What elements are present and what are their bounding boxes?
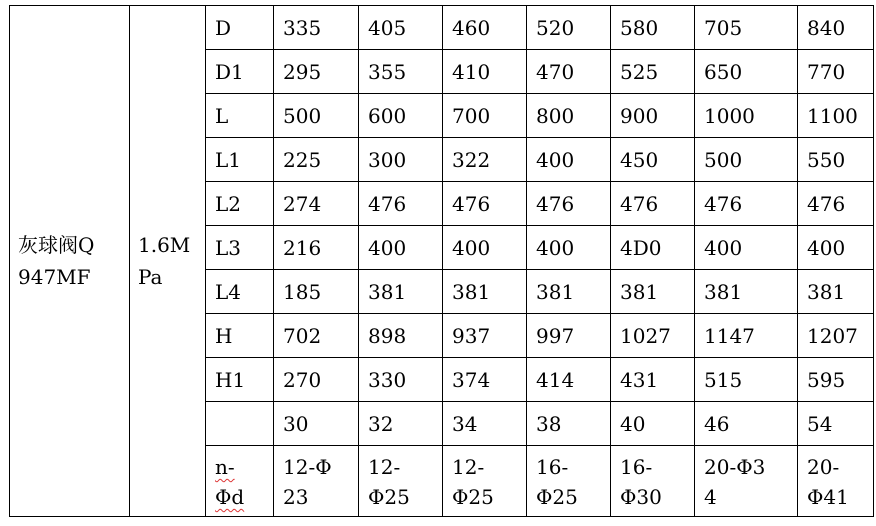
value-cell: 225 bbox=[274, 138, 359, 182]
bolt-value-line1: 12-Φ bbox=[283, 455, 332, 479]
value-cell: 40 bbox=[611, 402, 695, 446]
pressure-cell bbox=[130, 6, 206, 517]
row-label-cell: H1 bbox=[206, 358, 274, 402]
value-cell: 274 bbox=[274, 182, 359, 226]
value-cell: 374 bbox=[443, 358, 527, 402]
value-cell: 1100 bbox=[798, 94, 874, 138]
value-cell: 550 bbox=[798, 138, 874, 182]
value-cell: 30 bbox=[274, 402, 359, 446]
value-cell: 295 bbox=[274, 50, 359, 94]
value-cell: 1207 bbox=[798, 314, 874, 358]
value-cell: 410 bbox=[443, 50, 527, 94]
value-cell: 1147 bbox=[695, 314, 798, 358]
value-cell: 595 bbox=[798, 358, 874, 402]
value-cell: 800 bbox=[527, 94, 611, 138]
value-cell: 381 bbox=[611, 270, 695, 314]
value-cell: 431 bbox=[611, 358, 695, 402]
bolt-label-cell bbox=[206, 446, 274, 517]
row-label-cell: H bbox=[206, 314, 274, 358]
value-cell: 381 bbox=[359, 270, 443, 314]
value-cell: 1027 bbox=[611, 314, 695, 358]
value-cell: 476 bbox=[798, 182, 874, 226]
value-cell: 400 bbox=[695, 226, 798, 270]
value-cell: 702 bbox=[274, 314, 359, 358]
bolt-value-cell bbox=[443, 446, 527, 517]
value-cell: 580 bbox=[611, 6, 695, 50]
bolt-value-line1: 12- bbox=[368, 455, 401, 479]
value-cell: 450 bbox=[611, 138, 695, 182]
row-label-cell: L1 bbox=[206, 138, 274, 182]
row-label-cell: L bbox=[206, 94, 274, 138]
value-cell: 500 bbox=[274, 94, 359, 138]
bolt-value-line1: 20-Φ3 bbox=[704, 455, 766, 479]
value-cell: 400 bbox=[359, 226, 443, 270]
value-cell: 470 bbox=[527, 50, 611, 94]
row-label-cell: L2 bbox=[206, 182, 274, 226]
value-cell: 1000 bbox=[695, 94, 798, 138]
valve-name-line2: 947MF bbox=[18, 265, 91, 289]
row-label-cell: D1 bbox=[206, 50, 274, 94]
value-cell: 997 bbox=[527, 314, 611, 358]
value-cell: 476 bbox=[443, 182, 527, 226]
value-cell: 460 bbox=[443, 6, 527, 50]
bolt-value-line2: 4 bbox=[704, 485, 717, 509]
row-label-cell bbox=[206, 402, 274, 446]
bolt-value-cell bbox=[359, 446, 443, 517]
value-cell: 900 bbox=[611, 94, 695, 138]
value-cell: 381 bbox=[798, 270, 874, 314]
table-row bbox=[10, 6, 874, 50]
value-cell: 840 bbox=[798, 6, 874, 50]
bolt-label-line1: n- bbox=[215, 455, 235, 479]
value-cell: 216 bbox=[274, 226, 359, 270]
value-cell: 476 bbox=[611, 182, 695, 226]
row-label-cell: L4 bbox=[206, 270, 274, 314]
value-cell: 381 bbox=[443, 270, 527, 314]
bolt-value-line1: 12- bbox=[452, 455, 485, 479]
value-cell: 4D0 bbox=[611, 226, 695, 270]
bolt-value-cell bbox=[274, 446, 359, 517]
pressure-line1: 1.6M bbox=[138, 233, 191, 257]
value-cell: 650 bbox=[695, 50, 798, 94]
value-cell: 520 bbox=[527, 6, 611, 50]
bolt-value-cell bbox=[527, 446, 611, 517]
value-cell: 515 bbox=[695, 358, 798, 402]
value-cell: 400 bbox=[798, 226, 874, 270]
value-cell: 898 bbox=[359, 314, 443, 358]
bolt-label-line2: Φd bbox=[215, 485, 245, 509]
bolt-value-line2: Φ30 bbox=[620, 485, 662, 509]
bolt-value-line2: Φ41 bbox=[807, 485, 849, 509]
value-cell: 381 bbox=[527, 270, 611, 314]
value-cell: 32 bbox=[359, 402, 443, 446]
value-cell: 937 bbox=[443, 314, 527, 358]
value-cell: 300 bbox=[359, 138, 443, 182]
row-label-cell: L3 bbox=[206, 226, 274, 270]
value-cell: 700 bbox=[443, 94, 527, 138]
bolt-value-line2: Φ25 bbox=[452, 485, 494, 509]
value-cell: 34 bbox=[443, 402, 527, 446]
value-cell: 770 bbox=[798, 50, 874, 94]
value-cell: 46 bbox=[695, 402, 798, 446]
bolt-value-line1: 20- bbox=[807, 455, 840, 479]
bolt-value-line1: 16- bbox=[536, 455, 569, 479]
value-cell: 335 bbox=[274, 6, 359, 50]
valve-name-cell bbox=[10, 6, 130, 517]
value-cell: 355 bbox=[359, 50, 443, 94]
row-label-cell: D bbox=[206, 6, 274, 50]
value-cell: 525 bbox=[611, 50, 695, 94]
bolt-value-cell bbox=[611, 446, 695, 517]
value-cell: 400 bbox=[527, 138, 611, 182]
valve-spec-table bbox=[9, 5, 874, 517]
bolt-value-line2: 23 bbox=[283, 485, 309, 509]
value-cell: 405 bbox=[359, 6, 443, 50]
table-body bbox=[10, 6, 874, 517]
value-cell: 54 bbox=[798, 402, 874, 446]
value-cell: 38 bbox=[527, 402, 611, 446]
valve-name-line1: 灰球阀Q bbox=[18, 233, 95, 257]
bolt-value-line1: 16- bbox=[620, 455, 653, 479]
value-cell: 400 bbox=[527, 226, 611, 270]
value-cell: 185 bbox=[274, 270, 359, 314]
bolt-value-cell bbox=[798, 446, 874, 517]
value-cell: 476 bbox=[527, 182, 611, 226]
value-cell: 381 bbox=[695, 270, 798, 314]
value-cell: 414 bbox=[527, 358, 611, 402]
value-cell: 330 bbox=[359, 358, 443, 402]
value-cell: 500 bbox=[695, 138, 798, 182]
value-cell: 476 bbox=[695, 182, 798, 226]
value-cell: 705 bbox=[695, 6, 798, 50]
value-cell: 270 bbox=[274, 358, 359, 402]
bolt-value-cell bbox=[695, 446, 798, 517]
value-cell: 322 bbox=[443, 138, 527, 182]
bolt-value-line2: Φ25 bbox=[368, 485, 410, 509]
value-cell: 600 bbox=[359, 94, 443, 138]
bolt-value-line2: Φ25 bbox=[536, 485, 578, 509]
value-cell: 400 bbox=[443, 226, 527, 270]
value-cell: 476 bbox=[359, 182, 443, 226]
pressure-line2: Pa bbox=[138, 265, 163, 289]
